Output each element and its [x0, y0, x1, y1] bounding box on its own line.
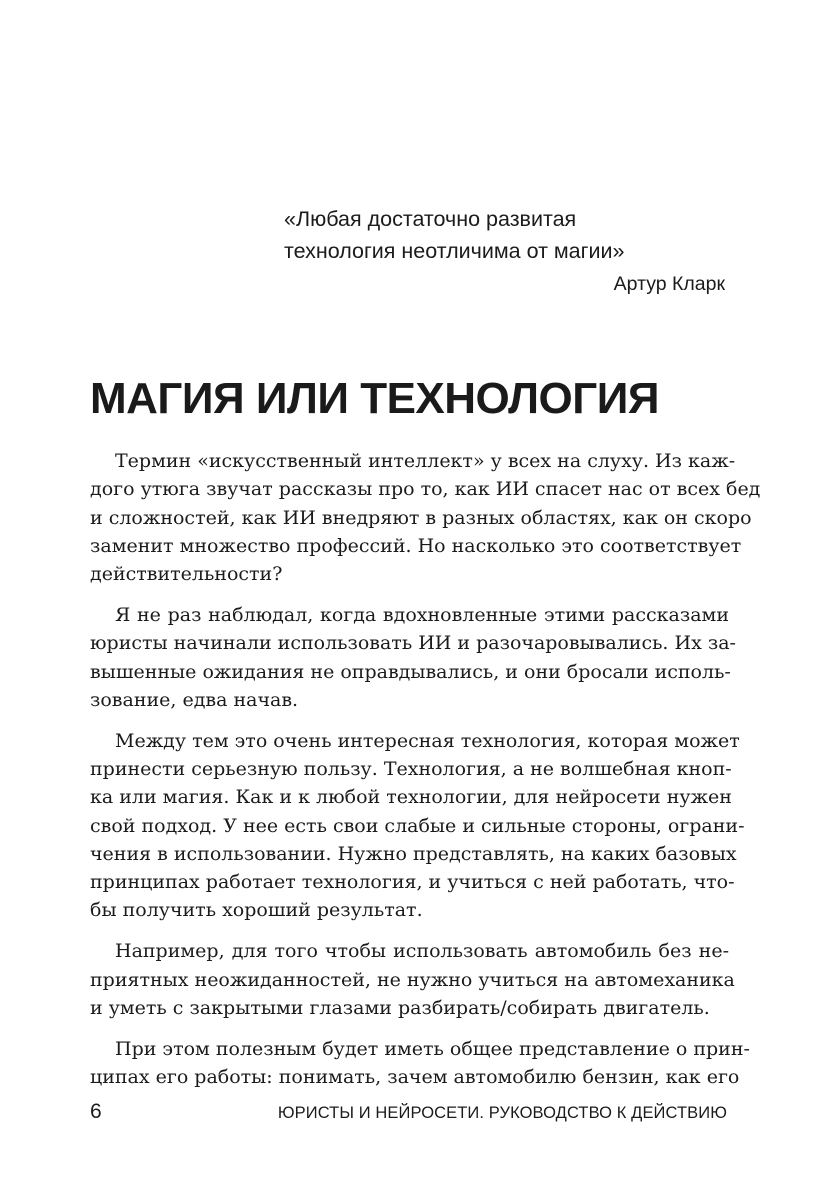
text-line: и уметь с закрытыми глазами разбирать/собирать двигатель.	[90, 996, 710, 1019]
text-line: бы получить хороший результат.	[90, 899, 423, 922]
text-line: дого утюга звучат рассказы про то, как ИИ спасет нас от всех бед	[90, 478, 761, 501]
text-line: При этом полезным будет иметь общее представление о прин-	[115, 1037, 750, 1060]
text-line: Я не раз наблюдал, когда вдохновленные этими рассказами	[115, 603, 729, 626]
epigraph-line: «Любая достаточно развитая	[284, 207, 577, 231]
body-text	[90, 447, 761, 1104]
text-line: ципах его работы: понимать, зачем автомобилю бензин, как его	[90, 1065, 740, 1088]
text-line: действительности?	[90, 563, 283, 586]
page-number: 6	[90, 1100, 102, 1123]
paragraph	[90, 447, 761, 588]
text-line: юристы начинали использовать ИИ и разочаровывались. Их за-	[90, 632, 736, 655]
text-line: принести серьезную пользу. Технология, а не волшебная кноп-	[90, 757, 732, 780]
paragraph	[90, 1035, 750, 1092]
text-line: ка или магия. Как и к любой технологии, для нейросети нужен	[90, 786, 732, 809]
text-line: и сложностей, как ИИ внедряют в разных областях, как он скоро	[90, 506, 752, 529]
text-line: Например, для того чтобы использовать автомобиль без не-	[115, 940, 729, 963]
paragraph	[90, 727, 745, 925]
text-line: зование, едва начав.	[90, 688, 299, 711]
epigraph-line: технология неотличима от магии»	[284, 239, 625, 263]
page-footer	[90, 1098, 727, 1128]
text-line: свой подход. У нее есть свои слабые и сильные стороны, ограни-	[90, 814, 745, 837]
text-line: принципах работает технология, и учиться с ней работать, что-	[90, 871, 735, 894]
text-line: заменит множество профессий. Но насколько это соответствует	[90, 534, 742, 557]
text-line: чения в использовании. Нужно представлять, на каких базовых	[90, 842, 737, 865]
text-line: Термин «искусственный интеллект» у всех на слуху. Из каж-	[115, 450, 736, 472]
text-line: Между тем это очень интересная технология, которая может	[115, 729, 740, 752]
epigraph-quote	[284, 203, 744, 267]
paragraph	[90, 601, 736, 714]
chapter-title: МАГИЯ ИЛИ ТЕХНОЛОГИЯ	[90, 374, 659, 423]
paragraph	[90, 937, 735, 1022]
running-head: ЮРИСТЫ И НЕЙРОСЕТИ. РУКОВОДСТВО К ДЕЙСТВИЮ	[277, 1104, 727, 1122]
epigraph-author: Артур Кларк	[613, 273, 725, 295]
text-line: вышенные ожидания не оправдывались, и они бросали исполь-	[90, 660, 731, 683]
text-line: приятных неожиданностей, не нужно учиться на автомеханика	[90, 968, 735, 991]
